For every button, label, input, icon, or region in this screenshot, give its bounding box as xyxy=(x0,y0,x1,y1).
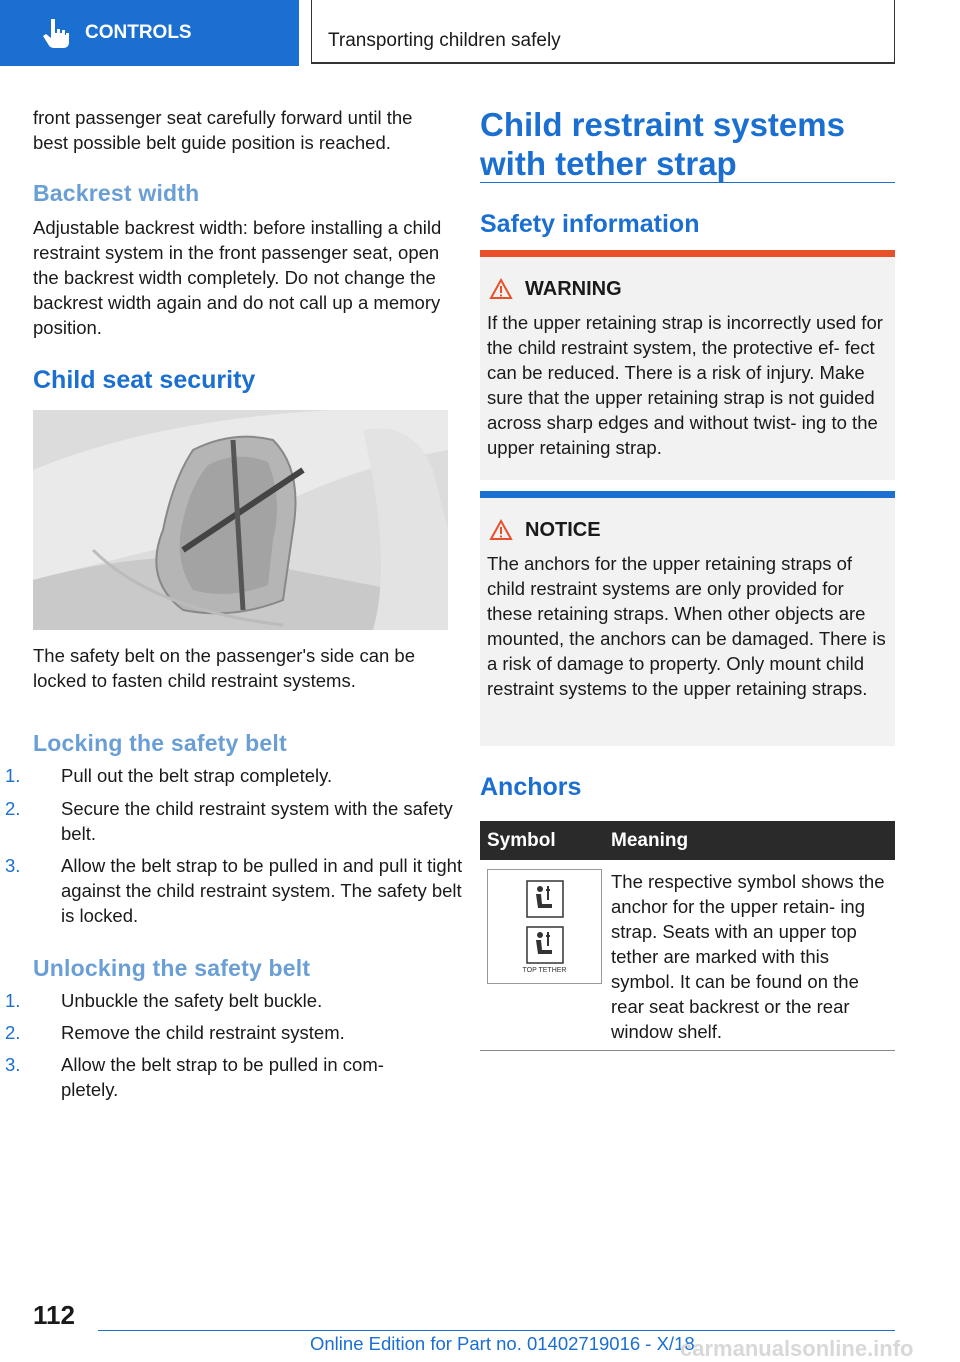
list-item: 3. Allow the belt strap to be pulled in and pull it tight against the child restraint system. The safety belt is locked. xyxy=(5,855,463,926)
table-bottom-rule xyxy=(480,1050,895,1051)
warning-bar xyxy=(480,250,895,257)
warning-title: WARNING xyxy=(525,278,622,300)
section-title-box xyxy=(311,0,895,64)
anchors-heading: Anchors xyxy=(480,773,582,801)
main-heading: Child restraint systems with tether strap xyxy=(480,106,845,182)
top-tether-symbol xyxy=(487,869,602,984)
hand-pointer-icon xyxy=(37,15,73,51)
top-tether-label: TOP TETHER xyxy=(522,967,567,974)
notice-box xyxy=(480,491,895,746)
child-seat-illustration xyxy=(33,410,448,630)
tether-anchor-icon xyxy=(526,880,564,918)
page-number: 112 xyxy=(33,1300,75,1330)
col-meaning: Meaning xyxy=(611,830,689,851)
footer-rule xyxy=(98,1330,895,1331)
list-item: 2. Remove the child restraint system. xyxy=(5,1022,345,1043)
section-title: Transporting children safely xyxy=(328,30,561,51)
unlocking-heading: Unlocking the safety belt xyxy=(33,955,311,981)
anchor-meaning: The respective symbol shows the anchor for the upper retain- ing strap. Seats with an upper top tether are marked with this symbol. It can be found on the rear seat backrest or the rear window shelf. xyxy=(611,871,885,1042)
backrest-heading: Backrest width xyxy=(33,180,200,206)
notice-text: The anchors for the upper retaining straps of child restraint systems are only provided for these retaining straps. When other objects are mounted, the anchors can be damaged. There is a risk of damage to property. Only mount child restraint systems to the upper retaining straps. xyxy=(487,553,886,699)
warning-text: If the upper retaining strap is incorrectly used for the child restraint system, the protective ef- fect can be reduced. There is a risk of injury. Make sure that the upper retaining strap is not guided across sharp edges and without twist- ing to the upper retaining strap. xyxy=(487,312,883,458)
watermark: carmanualsonline.info xyxy=(680,1336,914,1361)
safety-heading: Safety information xyxy=(480,210,700,238)
list-item: 3. Allow the belt strap to be pulled in com- pletely. xyxy=(5,1054,384,1100)
notice-bar xyxy=(480,491,895,498)
image-caption: The safety belt on the passenger's side can be locked to fasten child restraint systems. xyxy=(33,645,415,691)
edition-text: Online Edition for Part no. 01402719016 - X/18 xyxy=(310,1333,695,1354)
controls-tab[interactable] xyxy=(0,0,299,66)
heading-rule xyxy=(480,182,895,183)
controls-tab-label: CONTROLS xyxy=(85,22,192,43)
child-seat-heading: Child seat security xyxy=(33,366,256,394)
table-header xyxy=(480,821,895,860)
list-item: 1. Pull out the belt strap completely. xyxy=(5,765,333,786)
notice-triangle-icon xyxy=(489,519,513,541)
tether-anchor-icon xyxy=(526,926,564,964)
backrest-text: Adjustable backrest width: before installing a child restraint system in the front passenger seat, open the backrest width completely. Do not change the backrest width again and do not call up a memory position. xyxy=(33,217,442,338)
notice-title: NOTICE xyxy=(525,519,601,541)
list-item: 2. Secure the child restraint system with the safety belt. xyxy=(5,798,453,844)
warning-box xyxy=(480,250,895,480)
warning-triangle-icon xyxy=(489,278,513,300)
col-symbol: Symbol xyxy=(487,830,556,851)
list-item: 1. Unbuckle the safety belt buckle. xyxy=(5,990,323,1011)
locking-heading: Locking the safety belt xyxy=(33,730,287,756)
intro-text: front passenger seat carefully forward until the best possible belt guide position is reached. xyxy=(33,107,413,153)
